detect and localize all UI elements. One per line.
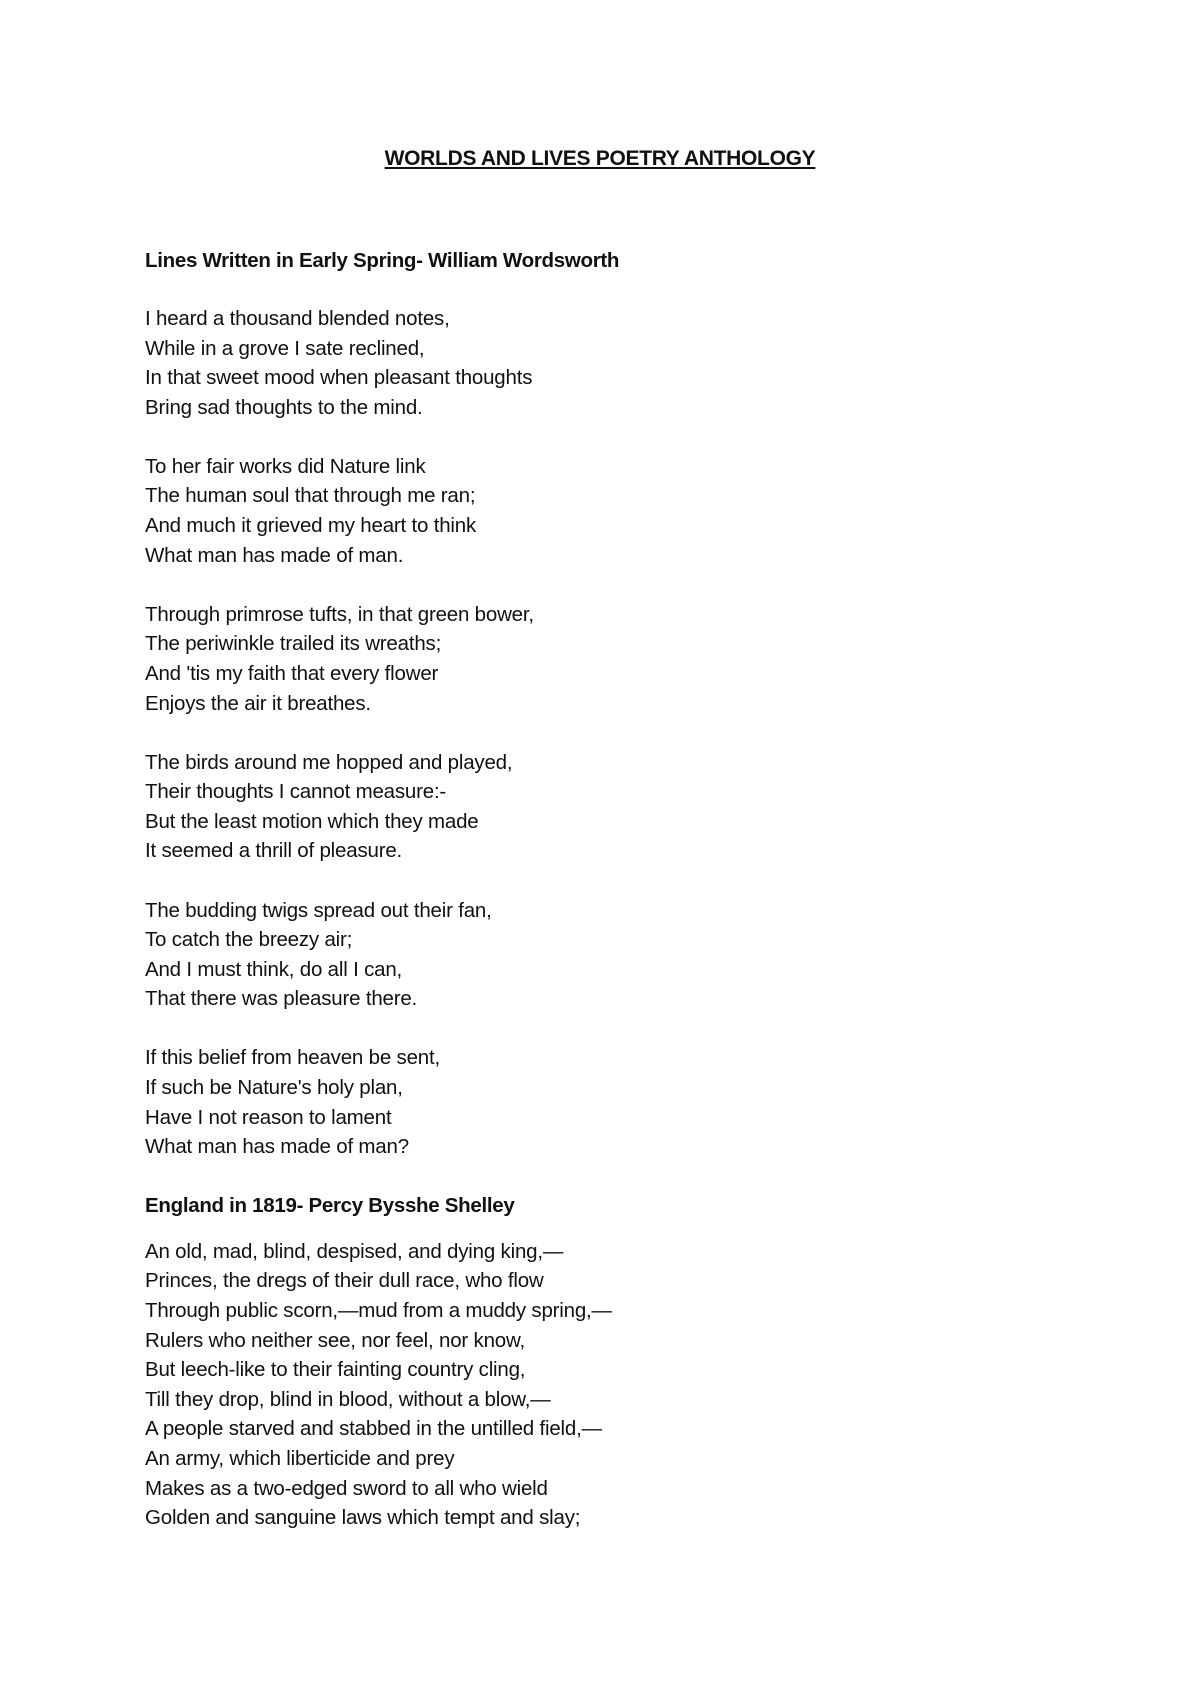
poem-line: Till they drop, blind in blood, without a blow,—	[145, 1387, 551, 1411]
poem-line: Through primrose tufts, in that green bower,	[145, 602, 534, 626]
poem-lines-written-in-early-spring	[145, 246, 1125, 1162]
poem-heading: Lines Written in Early Spring- William Wordsworth	[145, 249, 620, 272]
poem-line: That there was pleasure there.	[145, 987, 418, 1011]
stanza	[145, 304, 1125, 422]
poem-line: And I must think, do all I can,	[145, 957, 403, 981]
poem-line: In that sweet mood when pleasant thoughts	[145, 366, 533, 390]
poem-line: The birds around me hopped and played,	[145, 750, 513, 774]
poem-line: Through public scorn,—mud from a muddy spring,—	[145, 1298, 612, 1322]
stanza	[145, 1043, 1125, 1161]
poem-line: If such be Nature's holy plan,	[145, 1075, 403, 1099]
stanza	[145, 896, 1125, 1014]
poem-line: Enjoys the air it breathes.	[145, 691, 371, 715]
poem-line: The budding twigs spread out their fan,	[145, 898, 492, 922]
stanza	[145, 748, 1125, 866]
stanza	[145, 1237, 1125, 1533]
poem-line: Their thoughts I cannot measure:-	[145, 780, 447, 804]
poem-line: An old, mad, blind, despised, and dying king,—	[145, 1239, 564, 1263]
poem-line: Rulers who neither see, nor feel, nor know,	[145, 1328, 525, 1352]
poem-line: It seemed a thrill of pleasure.	[145, 839, 403, 863]
poem-line: But the least motion which they made	[145, 809, 479, 833]
stanza	[145, 600, 1125, 718]
poem-line: But leech-like to their fainting country cling,	[145, 1358, 526, 1382]
poem-line: An army, which liberticide and prey	[145, 1446, 455, 1470]
poem-heading: England in 1819- Percy Bysshe Shelley	[145, 1193, 515, 1217]
poem-line: And much it grieved my heart to think	[145, 514, 477, 538]
poem-england-in-1819	[145, 1191, 1125, 1533]
poem-line: To catch the breezy air;	[145, 928, 353, 952]
poem-line: The human soul that through me ran;	[145, 484, 476, 508]
poem-line: While in a grove I sate reclined,	[145, 336, 425, 360]
poem-line: To her fair works did Nature link	[145, 454, 426, 478]
poem-line: Makes as a two-edged sword to all who wield	[145, 1476, 548, 1500]
poem-line: The periwinkle trailed its wreaths;	[145, 632, 442, 656]
poem-line: What man has made of man?	[145, 1135, 409, 1159]
poem-line: If this belief from heaven be sent,	[145, 1046, 440, 1070]
stanza	[145, 452, 1125, 570]
poem-line: Princes, the dregs of their dull race, who flow	[145, 1269, 544, 1293]
poem-line: Golden and sanguine laws which tempt and slay;	[145, 1506, 581, 1530]
document-body	[145, 246, 1125, 1533]
poem-line: Have I not reason to lament	[145, 1105, 392, 1129]
poem-line: What man has made of man.	[145, 543, 404, 567]
poem-line: And 'tis my faith that every flower	[145, 661, 439, 685]
anthology-title: WORLDS AND LIVES POETRY ANTHOLOGY	[384, 147, 816, 170]
poem-line: I heard a thousand blended notes,	[145, 307, 450, 330]
poem-line: Bring sad thoughts to the mind.	[145, 395, 423, 419]
poem-line: A people starved and stabbed in the untilled field,—	[145, 1417, 602, 1441]
